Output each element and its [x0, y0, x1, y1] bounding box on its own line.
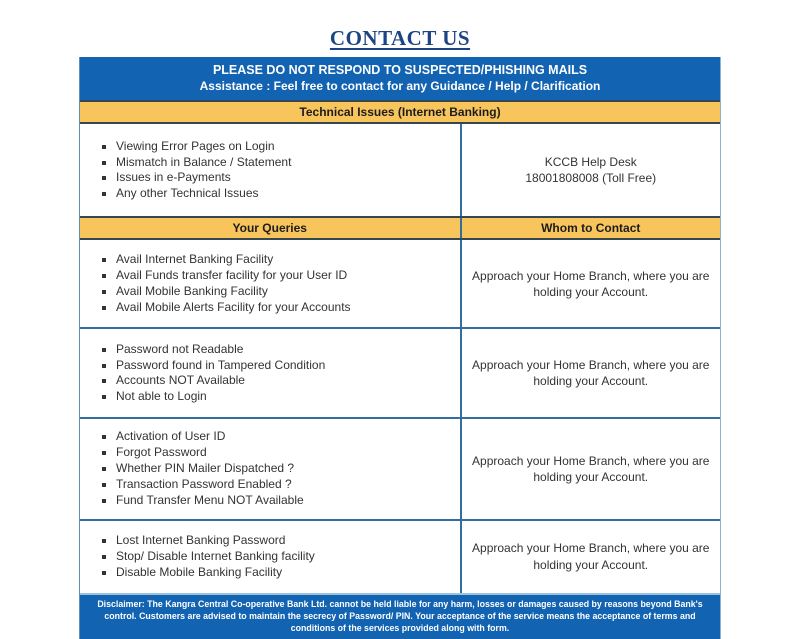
- page-title: CONTACT US: [329, 26, 471, 50]
- table-row-lost-disable: [80, 519, 720, 593]
- list-item: ▪ Issues in e-Payments: [116, 170, 291, 186]
- contact-cell: [460, 419, 720, 518]
- queries-list: [100, 533, 315, 580]
- notice-line-2: Assistance : Feel free to contact for any Guidance / Help / Clarification: [199, 78, 601, 93]
- table-row-password-issues: [80, 327, 720, 417]
- list-item: ▪ Avail Funds transfer facility for your User ID: [116, 268, 351, 284]
- column-header-your-queries: Your Queries: [232, 221, 307, 236]
- queries-list: [100, 252, 351, 315]
- list-item: ▪ Password not Readable: [116, 342, 325, 358]
- disclaimer: Disclaimer: The Kangra Central Co-operative Bank Ltd. cannot be held liable for any harm, losses or damages caused by reasons beyond Bank's control. Customers are advised to maintain the secrecy of Password/ PIN. Your acceptance of the service means the acceptance of terms and conditions of the services provided along with form.: [80, 593, 720, 639]
- technical-issues-list: [100, 139, 291, 202]
- contact-cell: [460, 521, 720, 593]
- queries-cell: [80, 240, 460, 327]
- contact-info-table: [79, 57, 721, 639]
- help-desk-name: KCCB Help Desk: [544, 155, 637, 170]
- list-item: ▪ Password found in Tampered Condition: [116, 358, 325, 374]
- queries-list: [100, 342, 325, 405]
- table-row-activation-issues: [80, 417, 720, 518]
- queries-cell: [80, 329, 460, 417]
- table-row-technical-issues: [80, 124, 720, 216]
- list-item: ▪ Lost Internet Banking Password: [116, 533, 315, 549]
- list-item: ▪ Whether PIN Mailer Dispatched ?: [116, 461, 304, 477]
- table-row-avail-facilities: [80, 240, 720, 327]
- list-item: ▪ Disable Mobile Banking Facility: [116, 565, 315, 581]
- queries-cell: [80, 419, 460, 518]
- contact-text: Approach your Home Branch, where you are holding your Account.: [472, 541, 710, 572]
- list-item: ▪ Accounts NOT Available: [116, 373, 325, 389]
- phishing-notice-banner: [80, 57, 720, 100]
- queries-cell: [80, 521, 460, 593]
- help-desk-phone: 18001808008 (Toll Free): [525, 171, 657, 186]
- list-item: ▪ Avail Mobile Alerts Facility for your Accounts: [116, 300, 351, 316]
- queries-list: [100, 429, 304, 508]
- notice-line-1: PLEASE DO NOT RESPOND TO SUSPECTED/PHISHING MAILS: [212, 63, 588, 77]
- list-item: ▪ Not able to Login: [116, 389, 325, 405]
- column-header-row: [80, 216, 720, 240]
- list-item: ▪ Activation of User ID: [116, 429, 304, 445]
- list-item: ▪ Stop/ Disable Internet Banking facility: [116, 549, 315, 565]
- contact-text: Approach your Home Branch, where you are holding your Account.: [472, 268, 710, 299]
- contact-cell: [460, 240, 720, 327]
- list-item: ▪ Avail Internet Banking Facility: [116, 252, 351, 268]
- technical-issues-cell: [80, 124, 460, 216]
- contact-text: Approach your Home Branch, where you are holding your Account.: [472, 453, 710, 485]
- list-item: ▪ Any other Technical Issues: [116, 186, 291, 202]
- column-header-whom-to-contact: Whom to Contact: [460, 218, 720, 238]
- section-header-technical-issues: Technical Issues (Internet Banking): [80, 100, 720, 124]
- contact-cell: [460, 329, 720, 417]
- list-item: ▪ Fund Transfer Menu NOT Available: [116, 493, 304, 509]
- list-item: ▪ Forgot Password: [116, 445, 304, 461]
- list-item: ▪ Transaction Password Enabled ?: [116, 477, 304, 493]
- list-item: ▪ Viewing Error Pages on Login: [116, 139, 291, 155]
- list-item: ▪ Mismatch in Balance / Statement: [116, 155, 291, 171]
- list-item: ▪ Avail Mobile Banking Facility: [116, 284, 351, 300]
- contact-text: Approach your Home Branch, where you are holding your Account.: [472, 358, 710, 389]
- help-desk-contact-cell: [460, 124, 720, 216]
